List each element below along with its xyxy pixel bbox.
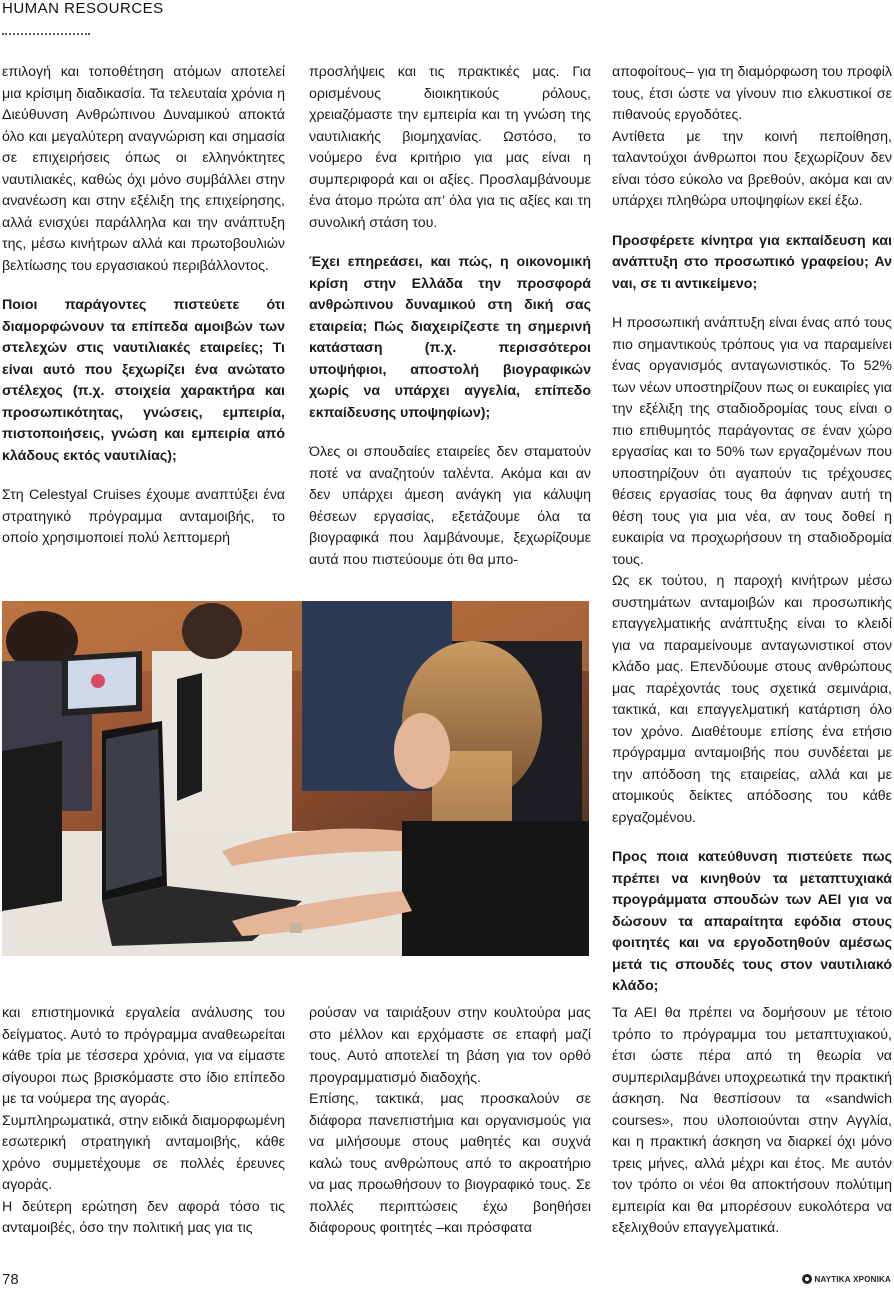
page-number: 78: [2, 1271, 19, 1288]
body-paragraph: Αντίθετα με την κοινή πεποίθηση, ταλαντούχοι άνθρωποι που ξεχωρίζουν δεν είναι τόσο εύκολο να βρεθούν, ακόμα και αν υπάρχει πληθώρα υποψηφίων εκεί έξω.: [612, 128, 892, 209]
body-paragraph: Τα ΑΕΙ θα πρέπει να δομήσουν με τέτοιο τρόπο το πρόγραμμα του μεταπτυχιακού, έτσι ώστε πέρα από τη θεωρία να συμπεριλαμβάνει υποχρεωτικά την πρακτική άσκηση. Να θεσπίσουν τα «sandwich courses», που υλοποιούνται στην Αγγλία, και η πρακτική άσκηση να διαρκεί όχι μόνο τρεις μήνες, αλλά μέχρι και έτος. Με αυτόν τον τρόπο οι νέοι θα αποκτήσουν πολύτιμη εμπειρία και θα μπορέσουν ευκολότερα να εξελιχθούν επαγγελματικά.: [612, 1005, 892, 1236]
column-right-top: [612, 62, 892, 1016]
column-right-bottom: [612, 1003, 892, 1240]
body-paragraph: αποφοίτους– για τη διαμόρφωση του προφίλ τους, έτσι ώστε να γίνουν πιο ελκυστικοί σε πιθανούς εργοδότες.: [612, 64, 892, 123]
column-middle-bottom: [309, 1003, 591, 1240]
body-paragraph: Στη Celestyal Cruises έχουμε αναπτύξει ένα στρατηγικό πρόγραμμα ανταμοιβής, το οποίο χρησιμοποιεί πολύ λεπτομερή: [2, 487, 285, 546]
column-middle-top: [309, 62, 591, 571]
magazine-name: ΝΑΥΤΙΚΑ ΧΡΟΝΙΚΑ: [814, 1274, 891, 1284]
article-photo: [2, 601, 589, 956]
interview-question: Προς ποια κατεύθυνση πιστεύετε πως πρέπει να κινηθούν τα μεταπτυχιακά προγράμματα σπουδών των ΑΕΙ για να δώσουν τα απαραίτητα εφόδια στους φοιτητές και να εργοδοτηθούν αμέσως μετά τις σπουδές τους στον ναυτιλιακό κλάδο;: [612, 849, 892, 994]
photo-laptop-workshop: [2, 601, 589, 956]
body-paragraph: Η δεύτερη ερώτηση δεν αφορά τόσο τις ανταμοιβές, όσο την πολιτική μας για τις: [2, 1198, 285, 1236]
body-paragraph: και επιστημονικά εργαλεία ανάλυσης του δείγματος. Αυτό το πρόγραμμα αναθεωρείται κάθε τρία με τέσσερα χρόνια, για να είμαστε σίγουροι πως βρισκόμαστε στο ίδιο επίπεδο με τα νούμερα της αγοράς.: [2, 1005, 285, 1107]
magazine-logo: [802, 1274, 892, 1284]
body-paragraph: Επίσης, τακτικά, μας προσκαλούν σε διάφορα πανεπιστήμια και οργανισμούς για να μιλήσουμε στους μαθητές και συχνά καλώ τους ανθρώπους από το ακροατήριο να μας προωθήσουν το βιογραφικό τους. Σε πολλές περιπτώσεις έχω βοηθήσει διάφορους φοιτητές –και πρόσφατα: [309, 1091, 591, 1236]
column-left-bottom: [2, 1003, 285, 1240]
section-label: HUMAN RESOURCES: [2, 0, 164, 17]
body-paragraph: προσλήψεις και τις πρακτικές μας. Για ορισμένους διοικητικούς ρόλους, χρειαζόμαστε την εμπειρία και τη γνώση της ναυτιλιακής βιομηχανίας. Ωστόσο, το νούμερο ένα κριτήριο για μας είναι η συμπεριφορά και οι αξίες. Προσλαμβάνουμε ένα άτομο πρώτα απ’ όλα για τις αξίες και τη συνολική στάση του.: [309, 64, 591, 231]
dotted-divider: [2, 33, 90, 35]
body-paragraph: ρούσαν να ταιριάξουν στην κουλτούρα μας στο μέλλον και ερχόμαστε σε επαφή μαζί τους. Αυτό αποτελεί τη βάση για τον ορθό προγραμματισμό διαδοχής.: [309, 1005, 591, 1086]
magazine-logo-icon: [802, 1274, 812, 1284]
body-paragraph: Συμπληρωματικά, στην ειδικά διαμορφωμένη εσωτερική στρατηγική ανταμοιβής, κάθε χρόνο συμμετέχουμε σε πολλές έρευνες αγοράς.: [2, 1112, 285, 1193]
interview-question: Έχει επηρεάσει, και πώς, η οικονομική κρίση στην Ελλάδα την προσφορά ανθρώπινου δυναμικού στη δική σας εταιρεία; Πώς διαχειρίζεστε τη σημερινή κατάσταση (π.χ. περισσότεροι υποψήφιοι, αποστολή βιογραφικών χωρίς να υπάρχει αγγελία, επίπεδο εκπαίδευσης υποψηφίων);: [309, 254, 591, 421]
body-paragraph: επιλογή και τοποθέτηση ατόμων αποτελεί μια κρίσιμη διαδικασία. Τα τελευταία χρόνια η Διεύθυνση Ανθρώπινου Δυναμικού αποκτά όλο και μεγαλύτερη αναγνώριση και σημασία σε επιχειρήσεις όπως οι ελληνόκτητες ναυτιλιακές, καθώς όχι μόνο συμβάλλει στην ανανέωση και στην εξέλιξη της επιχείρησης, αλλά ενισχύει παράλληλα και την ανάπτυξη της, μέσω κινήτρων αλλά και πρωτοβουλιών βελτίωσης του εργασιακού περιβάλλοντος.: [2, 64, 285, 274]
interview-question: Ποιοι παράγοντες πιστεύετε ότι διαμορφώνουν τα επίπεδα αμοιβών των στελεχών στις ναυτιλιακές εταιρείες; Τι είναι αυτό που ξεχωρίζει ένα ανώτατο στέλεχος (π.χ. στοιχεία χαρακτήρα και προσωπικότητας, γνώσεις, εμπειρία, πιστοποιήσεις, γνώση και εμπειρία από κλάδους εκτός ναυτιλίας);: [2, 297, 285, 464]
body-paragraph: Η προσωπική ανάπτυξη είναι ένας από τους πιο σημαντικούς τρόπους για να παραμείνει ένας οργανισμός ανταγωνιστικός. Το 52% των νέων υποστηρίζουν πως οι ευκαιρίες για την εξέλιξη της σταδιοδρομίας τους είναι ο πιο επιθυμητός παράγοντας σε έναν χώρο εργασίας και το 50% των εργαζομένων που υποστηρίζουν ότι αγαπούν τις τρέχουσες θέσεις εργασίας τους θα άφηναν αυτή τη θέση τους για μια νέα, αν τους δοθεί η ευκαιρία να προχωρήσουν τη σταδιοδρομία τους.: [612, 315, 892, 568]
body-paragraph: Όλες οι σπουδαίες εταιρείες δεν σταματούν ποτέ να αναζητούν ταλέντα. Ακόμα και αν δεν υπάρχει άμεση ανάγκη για κάλυψη θέσεων εργασίας, εξετάζουμε όλα τα βιογραφικά που λαμβάνουμε, ξεχωρίζουμε αυτά που πιστεύουμε ότι θα μπο-: [309, 444, 591, 568]
column-left-top: [2, 62, 285, 550]
interview-question: Προσφέρετε κίνητρα για εκπαίδευση και ανάπτυξη στο προσωπικό γραφείου; Αν ναι, σε τι αντικείμενο;: [612, 232, 892, 292]
body-paragraph: Ως εκ τούτου, η παροχή κινήτρων μέσω συστημάτων ανταμοιβών και προσωπικής επαγγελματικής ανάπτυξης είναι το κλειδί για να παραμείνουμε ανταγωνιστικοί στον κλάδο μας. Επενδύουμε στους ανθρώπους μας παρέχοντάς τους σχετικά σεμινάρια, τακτικά, και επαγγελματική κατάρτιση όλο τον χρόνο. Διαθέτουμε επίσης ένα ετήσιο πρόγραμμα ανταμοιβής που συνδέεται με την απόδοση της εταιρείας, αλλά και με ατομικούς δείκτες απόδοσης του κάθε εργαζομένου.: [612, 573, 892, 826]
